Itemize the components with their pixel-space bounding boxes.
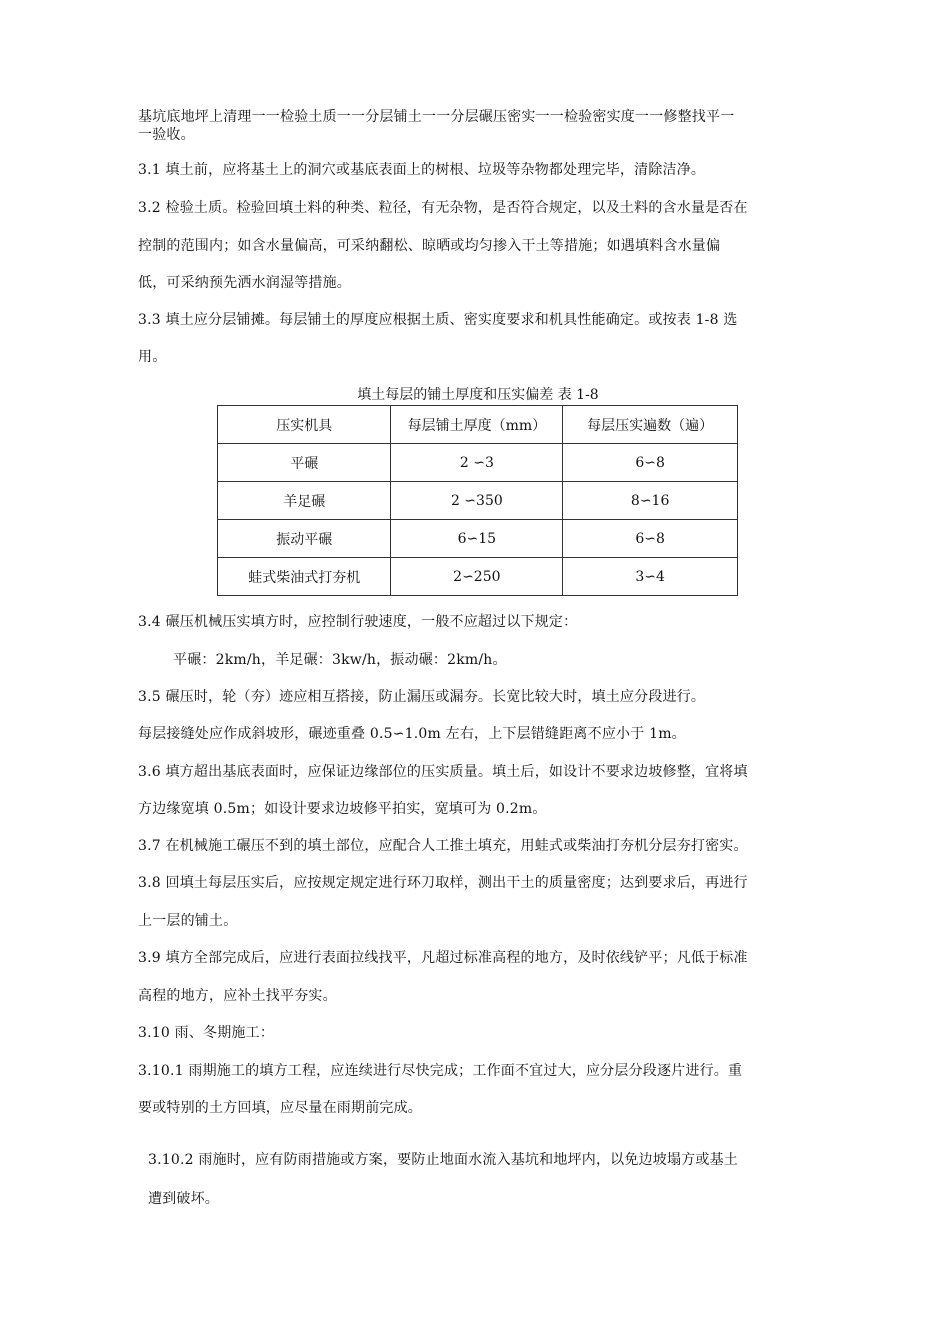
table-cell: 振动平碾 (218, 520, 391, 558)
table-cell: 6∽8 (563, 444, 738, 482)
table-cell: 蛙式柴油式打夯机 (218, 558, 391, 596)
table-cell: 2 ∽350 (391, 482, 563, 520)
table-header-cell: 每层压实遍数（遍） (563, 406, 738, 444)
table-cell: 平碾 (218, 444, 391, 482)
para-3-10-1-line-1: 3.10.1 雨期施工的填方工程，应连续进行尽快完成；工作面不宜过大，应分层分段逐片进行。重 (138, 1063, 743, 1079)
intro-line-1: 基坑底地坪上清理一一检验土质一一分层铺土一一分层碾压密实一一检验密实度一一修整找平一 (138, 109, 735, 125)
table-row (218, 482, 738, 520)
para-3-10-2-line-1: 3.10.2 雨施时，应有防雨措施或方案，要防止地面水流入基坑和地坪内，以免边坡塌方或基土 (148, 1152, 738, 1168)
table-row (218, 520, 738, 558)
table-cell: 6∽15 (391, 520, 563, 558)
table-row (218, 558, 738, 596)
para-3-6-line-2: 方边缘宽填 0.5m；如设计要求边坡修平拍实，宽填可为 0.2m。 (138, 801, 547, 817)
para-3-10: 3.10 雨、冬期施工： (138, 1025, 275, 1041)
para-3-8-line-2: 上一层的铺土。 (138, 913, 238, 929)
compaction-table (217, 405, 738, 596)
para-3-2-line-3: 低，可采纳预先洒水润湿等措施。 (138, 275, 351, 291)
para-3-10-2-line-2: 遭到破坏。 (148, 1191, 219, 1207)
para-3-9-line-1: 3.9 填方全部完成后，应进行表面拉线找平，凡超过标准高程的地方，及时依线铲平；凡低于标准 (138, 950, 748, 966)
para-3-3-line-2: 用。 (138, 349, 167, 365)
para-3-4: 3.4 碾压机械压实填方时，应控制行驶速度，一般不应超过以下规定： (138, 614, 578, 630)
para-3-2-line-2: 控制的范围内；如含水量偏高，可采纳翻松、晾晒或均匀掺入干土等措施；如遇填料含水量偏 (138, 238, 721, 254)
para-3-2-line-1: 3.2 检验土质。检验回填土料的种类、粒径，有无杂物，是否符合规定，以及土料的含水量是否在 (138, 200, 748, 216)
para-3-4-speeds: 平碾：2km/h，羊足碾：3kw/h，振动碾：2km/h。 (173, 652, 507, 668)
para-3-9-line-2: 高程的地方，应补土找平夯实。 (138, 988, 337, 1004)
table-header-row (218, 406, 738, 444)
para-3-7: 3.7 在机械施工碾压不到的填土部位，应配合人工推土填充，用蛙式或柴油打夯机分层夯打密实。 (138, 838, 748, 854)
table-caption: 填土每层的铺土厚度和压实偏差 表 1-8 (357, 387, 599, 403)
table-header-cell: 压实机具 (218, 406, 391, 444)
table-cell: 羊足碾 (218, 482, 391, 520)
table-cell: 2∽250 (391, 558, 563, 596)
para-3-10-1-line-2: 要或特别的土方回填，应尽量在雨期前完成。 (138, 1100, 422, 1116)
para-3-5-cont: 每层接缝处应作成斜坡形，碾迹重叠 0.5∽1.0m 左右，上下层错缝距离不应小于 1m。 (138, 726, 686, 742)
table-cell: 8∽16 (563, 482, 738, 520)
para-3-3-line-1: 3.3 填土应分层铺摊。每层铺土的厚度应根据土质、密实度要求和机具性能确定。或按表 1-8 选 (138, 312, 738, 328)
table-cell: 6∽8 (563, 520, 738, 558)
intro-line-2: 一验收。 (138, 127, 195, 143)
table-row (218, 444, 738, 482)
para-3-6-line-1: 3.6 填方超出基底表面时，应保证边缘部位的压实质量。填土后，如设计不要求边坡修整，宜将填 (138, 764, 748, 780)
table-cell: 3∽4 (563, 558, 738, 596)
para-3-1: 3.1 填土前，应将基土上的洞穴或基底表面上的树根、垃圾等杂物都处理完毕，清除洁净。 (138, 162, 706, 178)
table-cell: 2 ∽3 (391, 444, 563, 482)
para-3-5: 3.5 碾压时，轮（夯）迹应相互搭接，防止漏压或漏夯。长宽比较大时，填土应分段进行。 (138, 689, 706, 705)
para-3-8-line-1: 3.8 回填土每层压实后，应按规定规定进行环刀取样，测出干土的质量密度；达到要求后，再进行 (138, 875, 748, 891)
table-header-cell: 每层铺土厚度（mm） (391, 406, 563, 444)
